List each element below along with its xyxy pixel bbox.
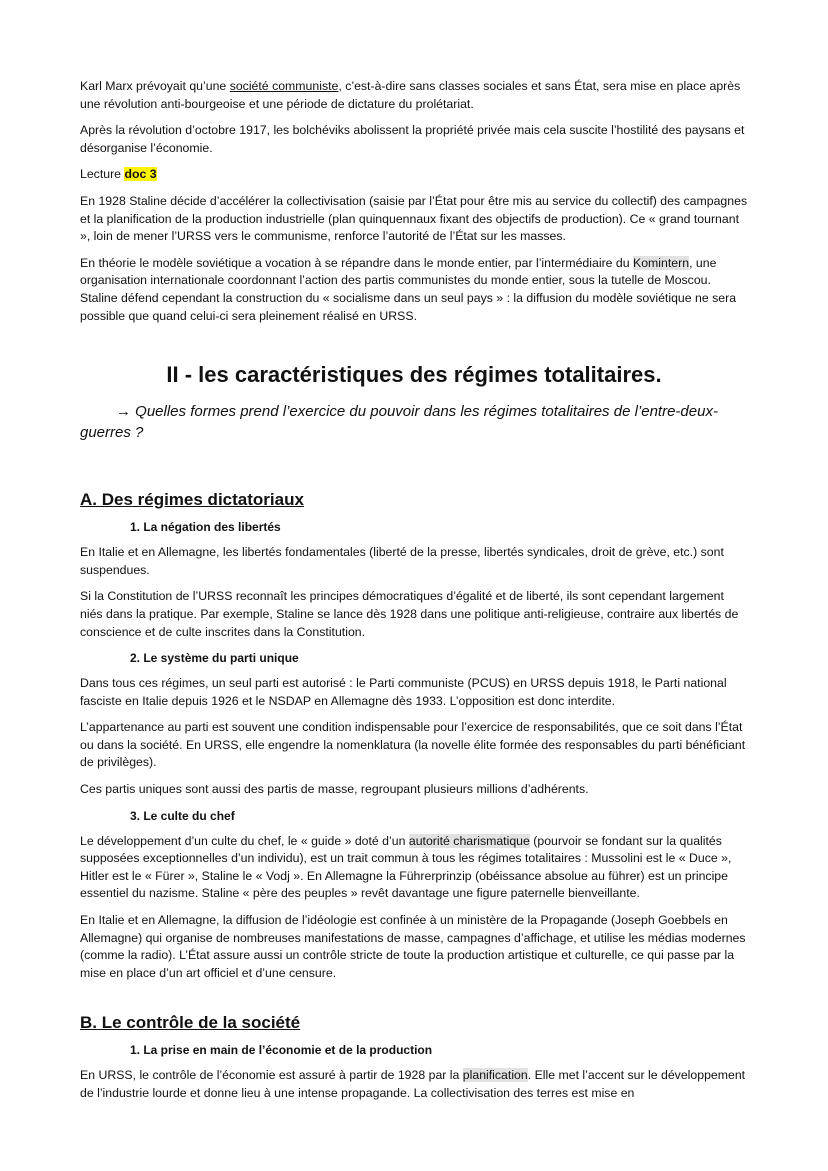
part-a-heading: A. Des régimes dictatoriaux xyxy=(80,490,304,510)
term-planification: planification xyxy=(462,1068,528,1083)
doc-reference: doc 3 xyxy=(124,167,157,182)
intro-paragraph: Karl Marx prévoyait qu’une société communiste, c’est-à-dire sans classes sociales et sans État, sera mise en place après une révolution anti-bourgeoise et une période de dictature du prolétariat. xyxy=(80,79,741,111)
paragraph: Le développement d’un culte du chef, le « guide » doté d’un autorité charismatique (pourvoir se fondant sur la qualités supposées exceptionnelles d’un individu), est un trait commun à tous les régimes totalitaires : Mussolini est le « Duce », Hitler est le « Fürer », Staline le « Vodj ». En Allemagne la Führerprinzip (obéissance absolue au führer) est un principe essentiel du nazisme. Staline « père des peuples » revêt davantage une figure paternelle bienveillante. xyxy=(80,833,732,901)
intro-paragraph: Après la révolution d’octobre 1917, les bolchéviks abolissent la propriété privée mais cela suscite l’hostilité des paysans et désorganise l’économie. xyxy=(80,123,745,155)
paragraph: En Italie et en Allemagne, la diffusion de l’idéologie est confinée à un ministère de la Propagande (Joseph Goebbels en Allemagne) qui organise de nombreuses manifestations de masse, campagnes d’affichage, et utilise les médias modernes (comme la radio). L’État assure aussi un contrôle stricte de toute la production artistique et culturelle, ce qui passe par la mise en place d’un art officiel et d’une censure. xyxy=(80,913,746,980)
paragraph: Si la Constitution de l’URSS reconnaît les principes démocratiques d’égalité et de liberté, ils sont cependant largement niés dans la pratique. Par exemple, Staline se lance dès 1928 dans une politique anti-religieuse, contraire aux libertés de conscience et de culte inscrites dans la Constitution. xyxy=(80,589,739,639)
problematic-question: → Quelles formes prend l’exercice du pouvoir dans les régimes totalitaires de l’entre-deux-guerres ? xyxy=(80,403,718,442)
paragraph: Ces partis uniques sont aussi des partis de masse, regroupant plusieurs millions d’adhérents. xyxy=(80,782,589,797)
paragraph: Dans tous ces régimes, un seul parti est autorisé : le Parti communiste (PCUS) en URSS depuis 1918, le Parti national fasciste en Italie depuis 1926 et le NSDAP en Allemagne dès 1933. L’opposition est donc interdite. xyxy=(80,676,727,708)
term-autorite-charismatique: autorité charismatique xyxy=(408,833,530,848)
document-body xyxy=(80,78,748,1112)
paragraph: En Italie et en Allemagne, les libertés fondamentales (liberté de la presse, libertés syndicales, droit de grève, etc.) sont suspendues. xyxy=(80,545,724,577)
subsection-heading: 1. La prise en main de l’économie et de la production xyxy=(130,1043,433,1058)
subsection-heading: 1. La négation des libertés xyxy=(130,520,281,535)
intro-paragraph: En 1928 Staline décide d’accélérer la collectivisation (saisie par l’État pour être mis au service du collectif) des campagnes et la planification de la production industrielle (plan quinquennaux fixant des objectifs de production). Ce « grand tournant », loin de mener l’URSS vers le communisme, renforce l’autorité de l’État sur les masses. xyxy=(80,193,748,244)
paragraph: En URSS, le contrôle de l’économie est assuré à partir de 1928 par la planification. Elle met l’accent sur le développement de l’industrie lourde et donne lieu à une intense propagande. La collectivisation des terres est mise en xyxy=(80,1068,746,1100)
intro-paragraph: En théorie le modèle soviétique a vocation à se répandre dans le monde entier, par l’intermédiaire du Komintern, une organisation internationale coordonnant l’action des partis communistes du monde entier, sous la tutelle de Moscou. Staline défend cependant la construction du « socialisme dans un seul pays » : la diffusion du modèle soviétique ne sera possible que quand celui-ci sera pleinement réalisé en URSS. xyxy=(80,255,737,323)
section-heading: II - les caractéristiques des régimes totalitaires. xyxy=(166,362,662,388)
term-komintern: Komintern xyxy=(633,255,690,270)
part-b-heading: B. Le contrôle de la société xyxy=(80,1013,301,1033)
paragraph: L’appartenance au parti est souvent une condition indispensable pour l’exercice de responsabilités, que ce soit dans l’État ou dans la société. En URSS, elle engendre la nomenklatura (la novelle élite formée des responsables du parti bénéficiant de privilèges). xyxy=(80,720,746,770)
reading-instruction: Lecture doc 3 xyxy=(80,167,157,182)
subsection-heading: 3. Le culte du chef xyxy=(130,808,235,823)
term-societe-communiste: société communiste xyxy=(229,79,339,93)
subsection-heading: 2. Le système du parti unique xyxy=(130,651,299,666)
